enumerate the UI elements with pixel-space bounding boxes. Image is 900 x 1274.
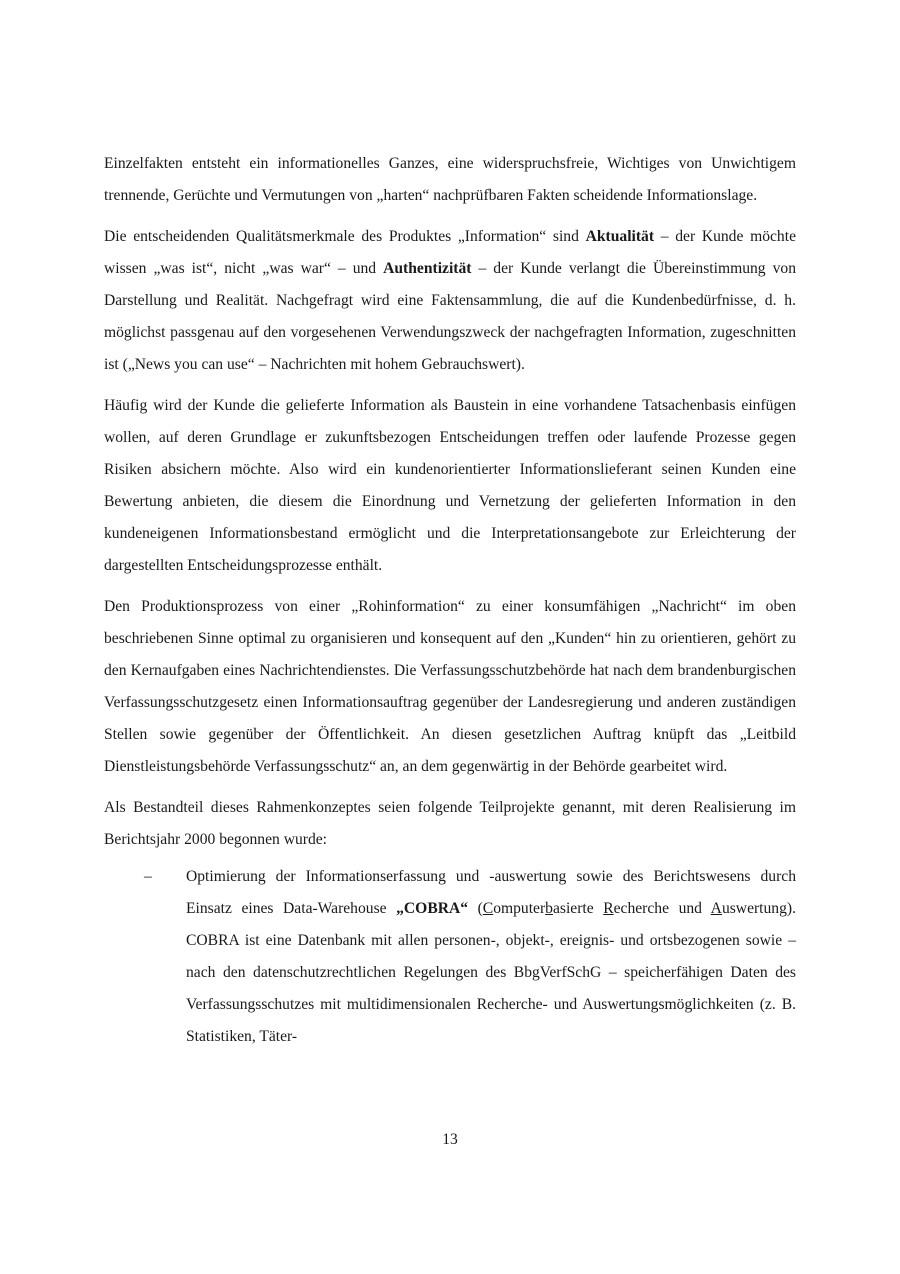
- p2-text-a: Die entscheidenden Qualitätsmerkmale des Produktes „Information“ sind: [104, 228, 586, 245]
- paragraph-4: Den Produktionsprozess von einer „Rohinformation“ zu einer konsumfähigen „Nachricht“ im oben beschriebenen Sinne optimal zu organisieren und konsequent auf den „Kunden“ hin zu orientieren, gehört zu den Kernaufgaben eines Nachrichtendienstes. Die Verfassungsschutzbehörde hat nach dem brandenburgischen Verfassungsschutzgesetz einen Informationsauftrag gegenüber der Landesregierung und anderen zuständigen Stellen sowie gegenüber der Öffentlichkeit. An diesen gesetzlichen Auftrag knüpft das „Leitbild Dienstleistungsbehörde Verfassungsschutz“ an, an dem gegenwärtig in der Behörde gearbeitet wird.: [104, 598, 796, 775]
- paragraph-1: Einzelfakten entsteht ein informationelles Ganzes, eine widerspruchsfreie, Wichtiges von Unwichtigem trennende, Gerüchte und Vermutungen von „harten“ nachprüfbaren Fakten scheidende Informationslage.: [104, 155, 796, 204]
- paragraph-5: Als Bestandteil dieses Rahmenkonzeptes seien folgende Teilprojekte genannt, mit deren Realisierung im Berichtsjahr 2000 begonnen wurde:: [104, 799, 796, 848]
- term-aktualitaet: Aktualität: [585, 228, 655, 245]
- acronym-letter-b: b: [545, 900, 553, 917]
- paragraph-2: [104, 221, 796, 381]
- list-item: [104, 861, 796, 1053]
- body-text: [104, 148, 796, 1053]
- p2-text-c: – der Kunde verlangt die Übereinstimmung von Darstellung und Realität. Nachgefragt wird eine Faktensammlung, die auf die Kundenbedürfnisse, d. h. möglichst passgenau auf den vorgesehenen Verwendungszweck der nachgefragten Information, zugeschnitten ist („News you can use“ – Nachrichten mit hohem Gebrauchswert).: [104, 260, 796, 373]
- list-text-3: omputer: [493, 900, 546, 917]
- p2-text-b: – der Kunde möchte wissen „was ist“, nicht „was war“ – und: [104, 228, 796, 277]
- list-text-4: asierte: [552, 900, 604, 917]
- list-text-5: echerche und: [613, 900, 711, 917]
- list-text-6: uswertung). COBRA ist eine Datenbank mit allen personen-, objekt-, ereignis- und ortsbezogenen sowie – nach den datenschutzrechtlichen Regelungen des BbgVerfSchG – speicherfähigen Daten des Verfassungsschutzes mit multidimensionalen Recherche- und Auswertungsmöglichkeiten (z. B. Statistiken, Täter-: [186, 900, 796, 1045]
- list-text-2: (: [468, 900, 483, 917]
- term-authentizitaet: Authentizität: [383, 260, 472, 277]
- acronym-letter-c: C: [482, 900, 494, 917]
- cobra-name: „COBRA“: [396, 900, 469, 917]
- paragraph-3: Häufig wird der Kunde die gelieferte Information als Baustein in eine vorhandene Tatsachenbasis einfügen wollen, auf deren Grundlage er zukunftsbezogen Entscheidungen treffen oder laufende Prozesse gegen Risiken absichern möchte. Also wird ein kundenorientierter Informationslieferant seinen Kunden eine Bewertung anbieten, die diesem die Einordnung und Vernetzung der gelieferten Information in den kundeneigenen Informationsbestand ermöglicht und die Interpretationsangebote zur Erleichterung der dargestellten Entscheidungsprozesse enthält.: [104, 397, 796, 574]
- page-number: 13: [442, 1131, 458, 1148]
- acronym-letter-r: R: [603, 900, 614, 917]
- list-dash: –: [144, 868, 152, 885]
- project-list: [104, 861, 796, 1053]
- acronym-letter-a: A: [710, 900, 722, 917]
- list-text-1: Optimierung der Informationserfassung und -auswertung sowie des Berichtswesens durch Einsatz eines Data-Warehouse: [186, 868, 796, 917]
